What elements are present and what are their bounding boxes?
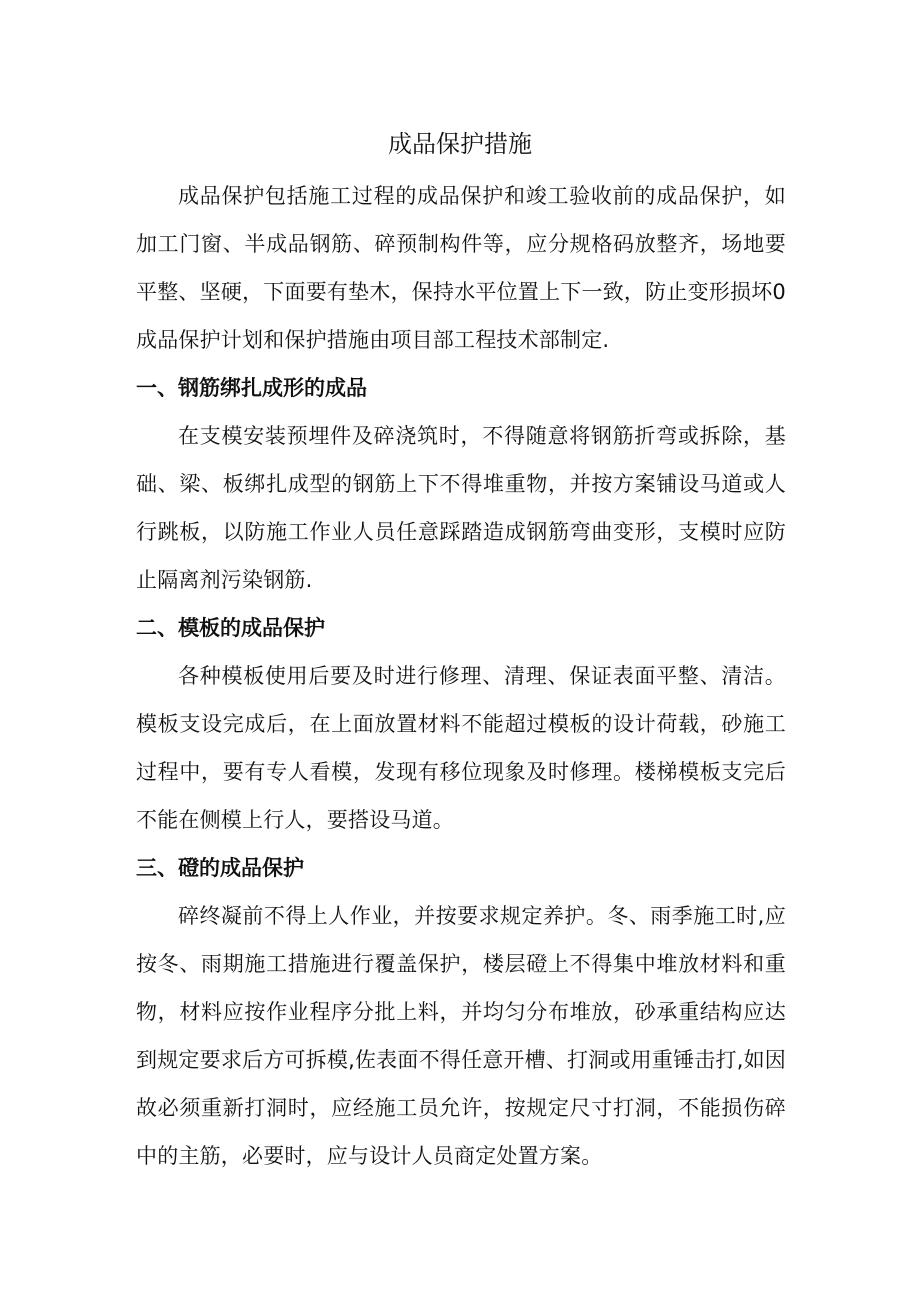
section-heading-rebar: 一、钢筋绑扎成形的成品 [136,376,367,400]
section-heading-concrete: 三、磴的成品保护 [136,856,304,880]
section-heading-formwork: 二、模板的成品保护 [136,616,325,640]
section-body-concrete: 碎终凝前不得上人作业，并按要求规定养护。冬、雨季施工时,应按冬、雨期施工措施进行覆盖保护，楼层磴上不得集中堆放材料和重物，材料应按作业程序分批上料，并均匀分布堆放，砂承重结构应达到规定要求后方可拆模,佐表面不得任意开槽、打洞或用重锤击打,如因故必须重新打洞时，应经施工员允许，按规定尺寸打洞，不能损伤碎中的主筋，必要时，应与设计人员商定处置方案。 [136,904,786,1168]
document-title: 成品保护措施 [388,130,532,158]
intro-paragraph: 成品保护包括施工过程的成品保护和竣工验收前的成品保护，如加工门窗、半成品钢筋、碎预制构件等，应分规格码放整齐，场地要平整、坚硬，下面要有垫木，保持水平位置上下一致，防止变形损坏0成品保护计划和保护措施由项目部工程技术部制定. [136,184,786,352]
section-body-formwork: 各种模板使用后要及时进行修理、清理、保证表面平整、清洁。模板支设完成后，在上面放置材料不能超过模板的设计荷载，砂施工过程中，要有专人看模，发现有移位现象及时修理。楼梯模板支完后不能在侧模上行人，要搭设马道。 [136,664,786,832]
section-body-rebar: 在支模安装预埋件及碎浇筑时，不得随意将钢筋折弯或拆除，基础、梁、板绑扎成型的钢筋上下不得堆重物，并按方案铺设马道或人行跳板，以防施工作业人员任意踩踏造成钢筋弯曲变形，支模时应防止隔离剂污染钢筋. [136,424,786,592]
